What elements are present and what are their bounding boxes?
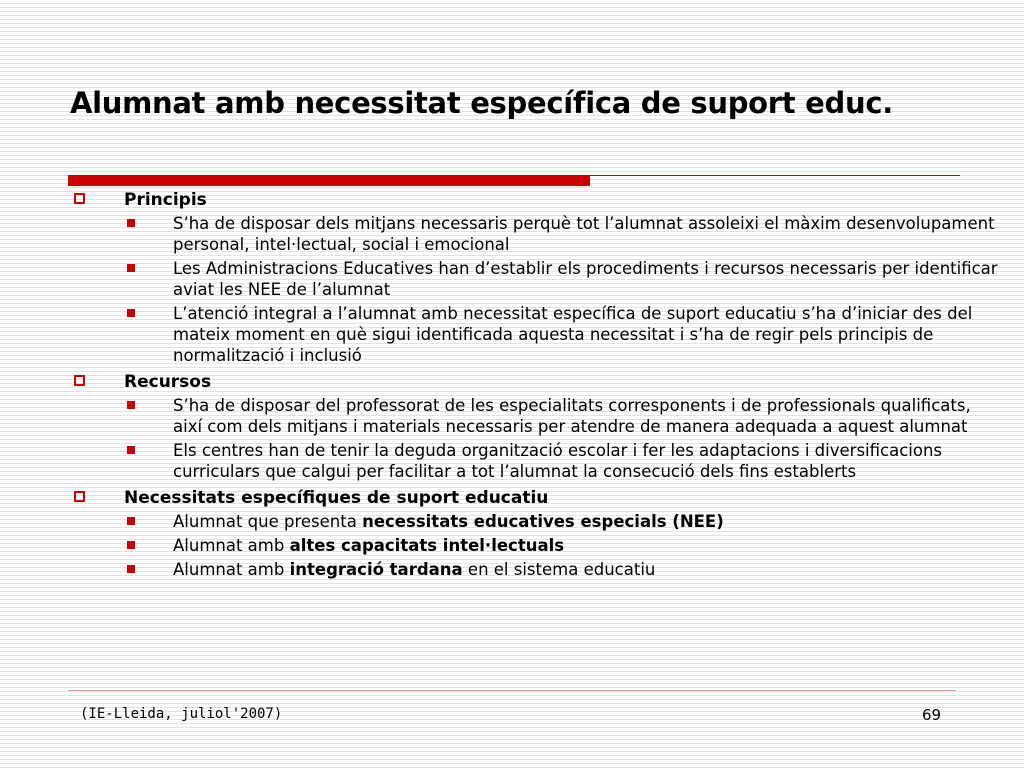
bold-text: altes capacitats intel·lectuals [289, 536, 565, 555]
text: S’ha de disposar dels mitjans necessaris perquè tot l’alumnat assoleixi el màxim desenvolupament personal, intel·lectual, social i emocional [173, 214, 995, 254]
footer-source: (IE-Lleida, juliol'2007) [80, 706, 283, 722]
sub-bullet-item [74, 303, 1004, 366]
title-underline-thick [68, 175, 590, 186]
bullet-content [74, 187, 998, 583]
sub-bullet-item [74, 213, 1004, 255]
sub-bullet-list [74, 213, 998, 366]
filled-square-bullet-icon [127, 264, 135, 272]
bold-text: integració tardana [289, 560, 463, 579]
section-heading [74, 485, 974, 511]
sub-bullet-item [74, 535, 1004, 556]
filled-square-bullet-icon [127, 517, 135, 525]
text: Els centres han de tenir la deguda organització escolar i fer les adaptacions i diversificacions curriculars que calgui per facilitar a tot l’alumnat la consecució dels fins establerts [173, 441, 943, 481]
sub-bullet-item [74, 511, 1004, 532]
section-heading-text: Necessitats específiques de suport educatiu [124, 488, 549, 508]
hollow-square-bullet-icon [74, 375, 85, 386]
text: Les Administracions Educatives han d’establir els procediments i recursos necessaris per identificar aviat les NEE de l’alumnat [173, 259, 998, 299]
filled-square-bullet-icon [127, 446, 135, 454]
sub-bullet-list [74, 511, 974, 580]
text: S’ha de disposar del professorat de les especialitats corresponents i de professionals qualificats, així com dels mitjans i materials necessaris per atendre de manera adequada a aquest alumnat [173, 396, 971, 436]
text: en el sistema educatiu [462, 560, 656, 579]
footer-divider [68, 690, 956, 691]
filled-square-bullet-icon [127, 541, 135, 549]
filled-square-bullet-icon [127, 309, 135, 317]
filled-square-bullet-icon [127, 219, 135, 227]
title-underline-thin [590, 175, 960, 176]
sub-bullet-list [74, 395, 974, 482]
section-heading-text: Recursos [124, 372, 212, 392]
section-heading [74, 369, 974, 395]
page-number: 69 [922, 706, 942, 724]
slide-title: Alumnat amb necessitat específica de suport educ. [70, 86, 893, 120]
filled-square-bullet-icon [127, 401, 135, 409]
sub-bullet-item [74, 258, 1004, 300]
text: Alumnat amb [173, 536, 290, 555]
sub-bullet-item [74, 395, 1004, 437]
text: Alumnat amb [173, 560, 290, 579]
text: Alumnat que presenta [173, 512, 363, 531]
sub-bullet-item [74, 559, 1004, 580]
hollow-square-bullet-icon [74, 193, 85, 204]
bold-text: necessitats educatives especials (NEE) [362, 512, 724, 531]
section-heading-text: Principis [124, 190, 207, 210]
hollow-square-bullet-icon [74, 491, 85, 502]
text: L’atenció integral a l’alumnat amb necessitat específica de suport educatiu s’ha d’iniciar des del mateix moment en què sigui identificada aquesta necessitat i s’ha de regir pels principis de normalització i inclusió [173, 304, 973, 365]
sub-bullet-item [74, 440, 1004, 482]
filled-square-bullet-icon [127, 565, 135, 573]
section-heading [74, 187, 974, 213]
